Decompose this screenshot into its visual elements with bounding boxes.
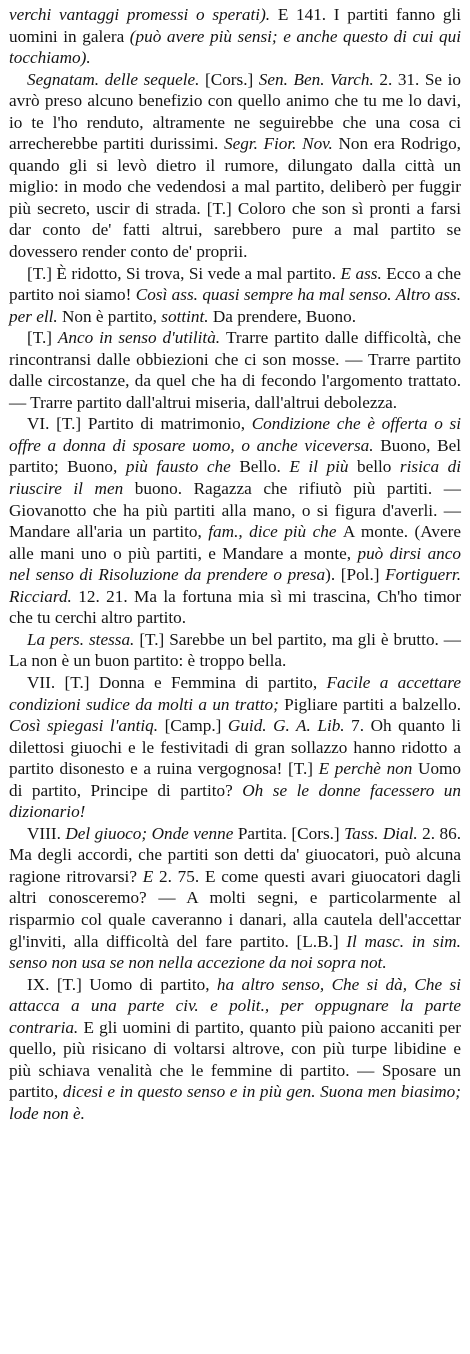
text-segment: 2. 31. Se io avrò preso alcuno benefizio con quello animo che tu me lo davi, io te l'ho renduto, altramente ne seguirebbe che una cosa ci arrecherebbe partiti durissimi. bbox=[9, 69, 461, 154]
italic-text-segment: più fausto che bbox=[125, 457, 240, 477]
text-segment: [Camp.] bbox=[164, 716, 228, 736]
italic-text-segment: risica di riuscire il men bbox=[9, 457, 461, 499]
italic-text-segment: Guid. G. A. Lib. bbox=[227, 716, 352, 736]
entry-paragraph bbox=[9, 413, 461, 628]
italic-text-segment: Oh se le donne facessero un dizionario! bbox=[9, 780, 461, 822]
text-segment: ). [Pol.] bbox=[325, 565, 386, 585]
text-segment: Non è partito, bbox=[61, 306, 162, 326]
text-segment: [Cors.] bbox=[205, 69, 259, 89]
italic-text-segment: Così ass. quasi sempre ha mal senso. Altro ass. per ell. bbox=[9, 285, 461, 326]
text-segment: bello bbox=[357, 457, 400, 477]
italic-text-segment: Fortiguerr. Ricciard. bbox=[9, 565, 461, 606]
text-segment: 12. 21. Ma la fortuna mia sì mi trascina, Ch'ho timor che tu cerchi altro partito. bbox=[9, 586, 461, 628]
italic-text-segment: può dirsi anco nel senso di Risoluzione da prendere o presa bbox=[9, 543, 462, 585]
text-segment: E 141. I partiti fanno gli uomini in galera bbox=[9, 5, 461, 46]
text-segment: 2. 86. Ma degli accordi, che partiti son detti da' giuocatori, può alcuna ragione ritrovarsi? bbox=[9, 823, 461, 886]
italic-text-segment: verchi vantaggi promessi o sperati). bbox=[9, 5, 278, 24]
italic-text-segment: dicesi e in questo senso e in più gen. Suona men biasimo; lode non è. bbox=[9, 1082, 461, 1123]
text-segment: Uomo di partito, Principe di partito? bbox=[9, 759, 462, 800]
italic-text-segment: Così spiegasi l'antiq. bbox=[9, 716, 165, 736]
text-segment: buono. Ragazza che rifiutò più partiti. — Giovanotto che ha più partiti alla mano, o si figura d'averli. — Mandare all'aria un partito, bbox=[9, 479, 461, 542]
text-segment: Non era Rodrigo, quando gli si levò dietro il rumore, dilungato dalla città un miglio: in modo che vedendosi a mal partito, deliberò per fuggir più secreto, uscir di strada. [T.] Coloro che son sì pronti a farsi dar conto de' fatti altrui, sarebbero pure a mal partito se dovessero render conto de' proprii. bbox=[9, 134, 461, 262]
text-segment: [T.] bbox=[27, 328, 58, 348]
text-segment: [T.] Sarebbe un bel partito, ma gli è brutto. — La non è un buon partito: è troppo bella. bbox=[9, 629, 461, 671]
italic-text-segment: Del giuoco; Onde venne bbox=[65, 823, 238, 843]
italic-text-segment: Facile a accettare condizioni sudice da molti a un tratto; bbox=[9, 672, 461, 714]
italic-text-segment: Il masc. in sim. senso non usa se non nella accezione da noi sopra not. bbox=[9, 931, 461, 973]
text-segment: E gli uomini di partito, quanto più paiono accaniti per quello, più risicano di voltarsi altrove, con più turpe libidine e più schiava venalità che le femmine di partito. — Sposare un partito, bbox=[9, 1017, 461, 1102]
text-segment: 7. Oh quanto li dilettosi giuochi e le festivitadi di gran sollazzo hanno ridotto a partito disonesto e a ruina vergognosa! [T.] bbox=[9, 716, 461, 779]
entry-paragraph bbox=[9, 672, 461, 823]
text-segment: Pigliare partiti a balzello. bbox=[284, 694, 461, 714]
entry-paragraph bbox=[9, 4, 461, 69]
entry-paragraph bbox=[9, 327, 461, 413]
text-segment: [T.] È ridotto, Si trova, Si vede a mal partito. bbox=[27, 263, 341, 283]
text-segment: Partita. [Cors.] bbox=[237, 823, 345, 843]
italic-text-segment: Tass. Dial. bbox=[344, 823, 423, 843]
italic-text-segment: Segr. Fior. Nov. bbox=[223, 134, 339, 154]
text-segment: VII. [T.] Donna e Femmina di partito, bbox=[27, 672, 327, 692]
text-segment: 2. 75. E come questi avari giuocatori dagli altri conosceremo? — A molti segni, e particolarmente al risparmio col quale caveranno i danari, alla cautela dell'accettar gl'inviti, alla difficoltà del fare partito. [L.B.] bbox=[9, 866, 461, 951]
italic-text-segment: La pers. stessa. bbox=[27, 629, 140, 649]
text-segment: Trarre partito dalle difficoltà, che rincontransi dalle obbiezioni che ci son mosse. — Trarre partito dalle circostanze, da quel che ha di fecondo l'argomento trattato. — Trarre partito dall'altrui miseria, dall'altrui debolezza. bbox=[9, 328, 462, 412]
text-segment: VIII. bbox=[27, 823, 66, 843]
text-segment: IX. [T.] Uomo di partito, bbox=[27, 974, 217, 994]
entry-paragraph bbox=[9, 263, 461, 328]
text-segment: Ecco a che partito noi siamo! bbox=[9, 263, 461, 305]
italic-text-segment: Segnatam. delle sequele. bbox=[27, 69, 206, 89]
italic-text-segment: E il più bbox=[289, 457, 358, 477]
entry-paragraph bbox=[9, 629, 461, 672]
italic-text-segment: E perchè non bbox=[318, 759, 419, 779]
italic-text-segment: fam., dice più che bbox=[208, 522, 343, 542]
text-segment: A monte. (Avere alle mani uno o più partiti, e Mandare a monte, bbox=[9, 522, 461, 563]
italic-text-segment: sottint. bbox=[161, 306, 213, 326]
italic-text-segment: Anco in senso d'utilità. bbox=[57, 328, 226, 348]
italic-text-segment: Condizione che è offerta o si offre a donna di sposare uomo, o anche viceversa. bbox=[9, 414, 462, 455]
text-segment: VI. [T.] Partito di matrimonio, bbox=[27, 414, 252, 434]
entry-paragraph bbox=[9, 69, 461, 263]
italic-text-segment: Sen. Ben. Varch. bbox=[258, 69, 380, 89]
text-segment: Bello. bbox=[239, 457, 290, 477]
text-segment: Buono, Bel partito; Buono, bbox=[9, 435, 461, 477]
text-segment: Da prendere, Buono. bbox=[212, 306, 357, 326]
italic-text-segment: ha altro senso, Che si dà, Che si attacca a una parte civ. e polit., per oppugnare la parte contraria. bbox=[9, 974, 461, 1037]
italic-text-segment: (può avere più sensi; e anche questo di cui qui tocchiamo). bbox=[9, 26, 461, 68]
italic-text-segment: E bbox=[142, 866, 160, 886]
entry-paragraph bbox=[9, 974, 461, 1125]
italic-text-segment: E ass. bbox=[340, 263, 387, 283]
entry-paragraph bbox=[9, 823, 461, 974]
